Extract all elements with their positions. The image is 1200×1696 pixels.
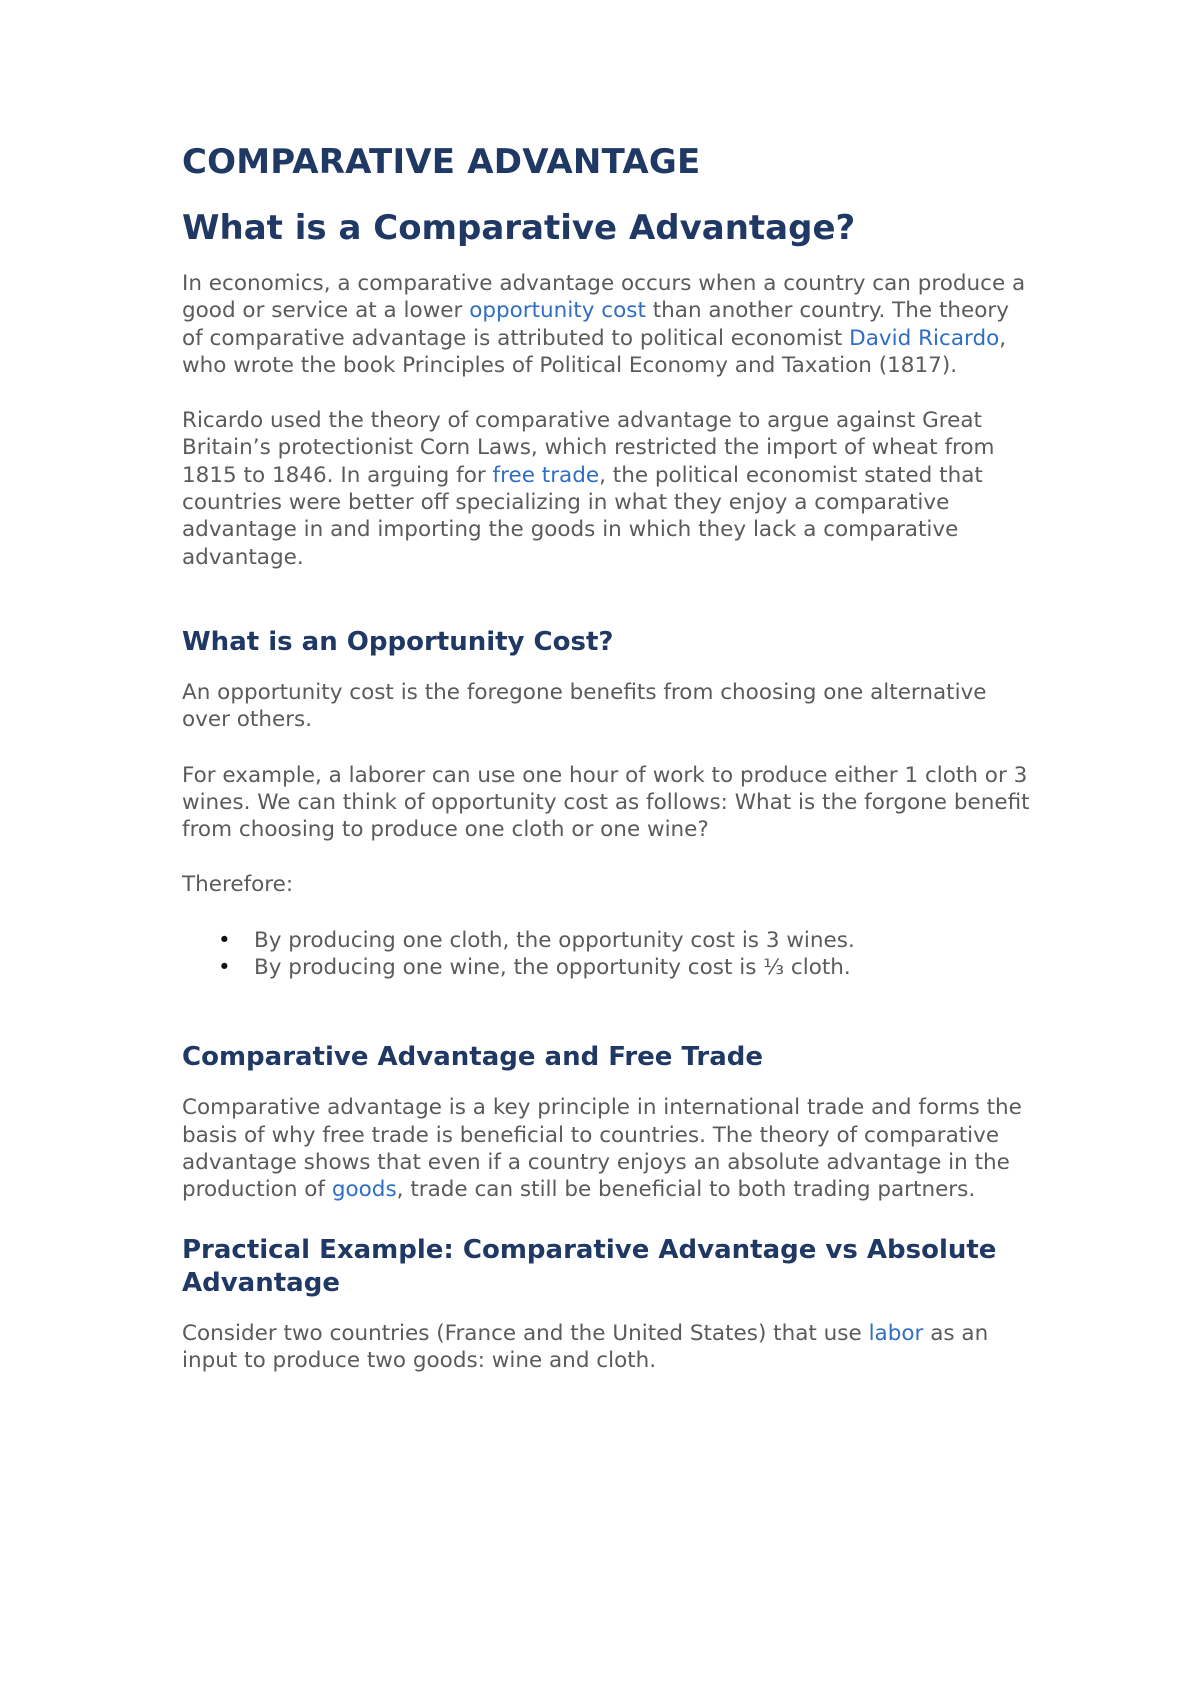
list-item-text: By producing one wine, the opportunity cost is ⅓ cloth.: [254, 955, 851, 981]
paragraph-opportunity-2: For example, a laborer can use one hour of work to produce either 1 cloth or 3 wines. We can think of opportunity cost as follows: What is the forgone benefit from choosing to produce one cloth or one wine?: [182, 762, 1030, 843]
paragraph-example: [182, 1320, 1032, 1375]
link-labor[interactable]: labor: [868, 1320, 924, 1346]
link-goods[interactable]: goods: [331, 1177, 397, 1203]
paragraph-free-trade: [182, 1094, 1032, 1203]
paragraph-intro-1: [182, 270, 1032, 379]
list-item: [218, 954, 1032, 981]
bullet-list: [182, 927, 1032, 982]
text-span: than another country. The theory of comparative advantage is attributed to political economist: [182, 298, 1009, 351]
list-item-text: By producing one cloth, the opportunity cost is 3 wines.: [254, 927, 855, 953]
link-free-trade[interactable]: free trade: [492, 462, 600, 488]
link-david-ricardo[interactable]: David Ricardo: [849, 325, 1000, 351]
bullet-icon: •: [218, 955, 231, 981]
paragraph-opportunity-1: An opportunity cost is the foregone benefits from choosing one alternative over others.: [182, 679, 987, 733]
heading-comparative-advantage-free-trade: Comparative Advantage and Free Trade: [182, 1042, 763, 1073]
text-span: , who wrote the book Principles of Political Economy and Taxation (1817).: [182, 325, 1007, 378]
text-span: , trade can still be beneficial to both trading partners.: [396, 1177, 976, 1203]
text-span: Ricardo used the theory of comparative advantage to argue against Great Britain’s protectionist Corn Laws, which restricted the import of wheat from 1815 to 1846. In arguing for: [182, 408, 995, 488]
text-span: Comparative advantage is a key principle in international trade and forms the basis of why free trade is beneficial to countries. The theory of comparative advantage shows that even if a country enjoys an absolute advantage in the production of: [182, 1095, 1022, 1203]
text-span: as an input to produce two goods: wine and cloth.: [182, 1320, 989, 1373]
paragraph-therefore: Therefore:: [182, 872, 294, 898]
heading-what-is-comparative-advantage: What is a Comparative Advantage?: [182, 208, 856, 248]
text-span: In economics, a comparative advantage occurs when a country can produce a good or service at a lower: [182, 271, 1026, 324]
paragraph-intro-2: [182, 407, 1032, 571]
text-span: Consider two countries (France and the United States) that use: [182, 1320, 869, 1346]
document-title: COMPARATIVE ADVANTAGE: [182, 142, 701, 182]
link-opportunity-cost[interactable]: opportunity cost: [469, 298, 646, 324]
heading-what-is-opportunity-cost: What is an Opportunity Cost?: [182, 626, 614, 657]
list-item: [218, 927, 1032, 954]
bullet-icon: •: [218, 927, 231, 953]
text-span: , the political economist stated that countries were better off specializing in what they enjoy a comparative advantage in and importing the goods in which they lack a comparative advantage.: [182, 462, 983, 570]
document-page: [182, 140, 1032, 1402]
heading-practical-example: Practical Example: Comparative Advantage vs Absolute Advantage: [182, 1234, 997, 1298]
